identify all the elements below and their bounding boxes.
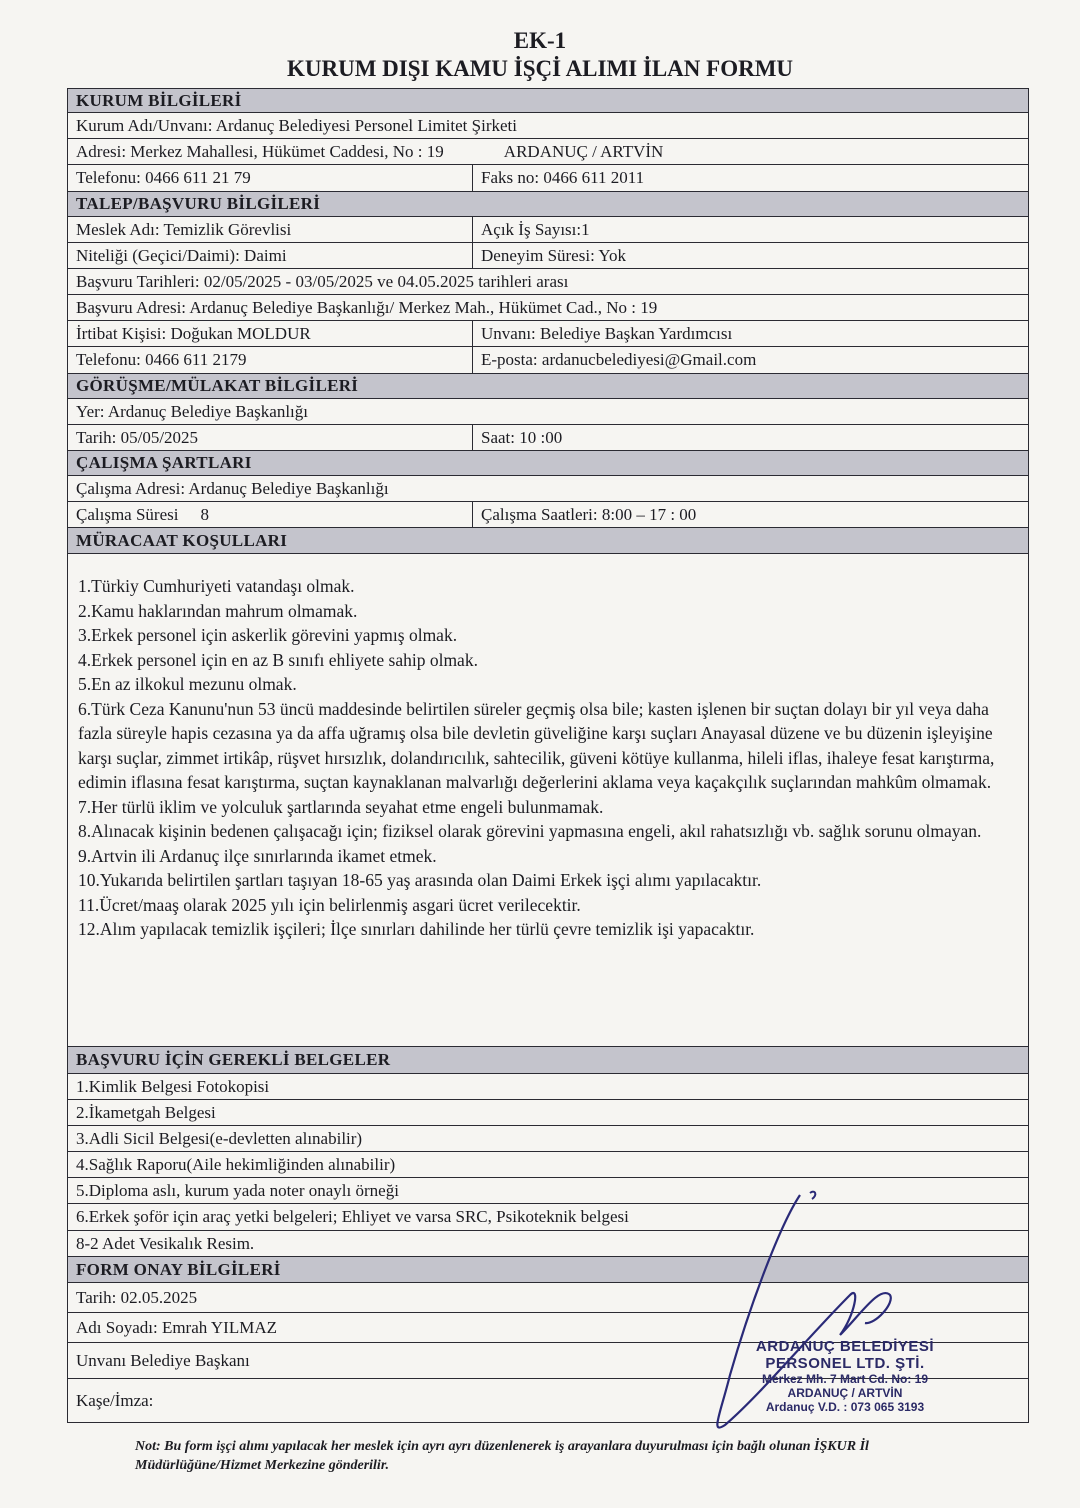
section-title: TALEP/BAŞVURU BİLGİLERİ	[76, 194, 321, 213]
condition-item: 4.Erkek personel için en az B sınıfı ehliyete sahip olmak.	[78, 649, 478, 670]
kurum-fax: Faks no: 0466 611 2011	[481, 168, 645, 187]
gorusme-saat: Saat: 10 :00	[481, 427, 563, 447]
acik-is: Açık İş Sayısı:1	[481, 219, 590, 239]
row-gorusme-yer	[67, 399, 1029, 425]
row-belge	[67, 1126, 1029, 1152]
kurum-phone: Telefonu: 0466 611 21 79	[68, 165, 473, 191]
belge-item: 6.Erkek şoför için araç yetki belgeleri; Ehliyet ve varsa SRC, Psikoteknik belgesi	[76, 1207, 629, 1226]
row-basvuru-adres	[67, 295, 1029, 321]
section-title: KURUM BİLGİLERİ	[76, 90, 242, 110]
condition-item: 1.Türkiy Cumhuriyeti vatandaşı olmak.	[78, 576, 355, 596]
condition-item: 11.Ücret/maaş olarak 2025 yılı için belirlenmiş asgari ücret verilecektir.	[78, 894, 581, 915]
onay-unvan: Unvanı Belediye Başkanı	[76, 1350, 250, 1370]
gorusme-tarih: Tarih: 05/05/2025	[68, 425, 473, 450]
document-code: EK-1	[513, 28, 567, 53]
onay-kase: Kaşe/İmza:	[76, 1390, 154, 1410]
row-calisma-adres	[67, 476, 1029, 502]
section-title: MÜRACAAT KOŞULLARI	[76, 530, 288, 550]
kurum-city: ARDANUÇ / ARTVİN	[503, 141, 664, 161]
condition-item: 10.Yukarıda belirtilen şartları taşıyan 18-65 yaş arasında olan Daimi Erkek işçi alımı yapılacaktır.	[78, 870, 762, 890]
kurum-address-cell	[68, 139, 1028, 164]
row-tarihler	[67, 269, 1029, 295]
belge-item: 2.İkametgah Belgesi	[76, 1102, 216, 1122]
belge-item: 4.Sağlık Raporu(Aile hekimliğinden alınabilir)	[76, 1154, 396, 1174]
section-title: GÖRÜŞME/MÜLAKAT BİLGİLERİ	[76, 376, 359, 395]
row-belge	[67, 1100, 1029, 1126]
belge-item: 8-2 Adet Vesikalık Resim.	[76, 1233, 255, 1253]
irtibat-telefon: Telefonu: 0466 611 2179	[68, 347, 473, 373]
calisma-saatleri: Çalışma Saatleri: 8:00 – 17 : 00	[481, 504, 697, 524]
document-title: KURUM DIŞI KAMU İŞÇİ ALIMI İLAN FORMU	[286, 56, 794, 81]
row-iletisim	[67, 347, 1029, 374]
row-meslek	[67, 217, 1029, 243]
condition-item: 3.Erkek personel için askerlik görevini yapmış olmak.	[78, 625, 458, 645]
irtibat-kisi: İrtibat Kişisi: Doğukan MOLDUR	[68, 321, 473, 346]
section-title: FORM ONAY BİLGİLERİ	[76, 1259, 281, 1279]
row-kurum-address	[67, 139, 1029, 165]
section-header-gorusme	[67, 374, 1029, 399]
condition-item: 12.Alım yapılacak temizlik işçileri; İlçe sınırları dahilinde her türlü çevre temizlik işi yapacaktır.	[78, 919, 755, 939]
condition-item: 5.En az ilkokul mezunu olmak.	[78, 674, 297, 694]
condition-item: 8.Alınacak kişinin bedenen çalışacağı için; fiziksel olarak görevini yapmasına engeli, akıl rahatsızlığı vb. sağlık sorunu olmayan.	[78, 821, 982, 841]
conditions-list	[67, 554, 1029, 1047]
nitelik: Niteliği (Geçici/Daimi): Daimi	[68, 243, 473, 268]
row-nitelik	[67, 243, 1029, 269]
condition-item: 6.Türk Ceza Kanunu'nun 53 üncü maddesinde belirtilen süreler geçmiş olsa bile; kasten işlenen bir suçtan dolayı bir yıl veya daha fazla süreyle hapis cezasına ya da affa uğramış olsa bile devletin güveliğine karşı suçları Anayasal düzene ve bu düzenin işleyişine karşı suçlar, zimmet irtikâp, rüşvet hırsızlık, dolandırıcılık, sahtecilik, güveni kötüye kullanma, hileli iflas, ihaleye fesat karıştırma, edimin iflasına fesat karıştırma, suçtan kaynaklanan malvarlığı değerlerini aklama veya kaçakçılık suçlarından mahkûm olmamak.	[78, 698, 995, 792]
meslek: Meslek Adı: Temizlik Görevlisi	[68, 217, 473, 242]
calisma-sure-cell	[68, 502, 473, 527]
calisma-sure-value: 8	[200, 504, 209, 524]
row-kurum-name	[67, 113, 1029, 139]
company-stamp	[720, 1338, 970, 1414]
irtibat-eposta[interactable]: E-posta: ardanucbelediyesi@Gmail.com	[481, 350, 757, 369]
kurum-name: Kurum Adı/Unvanı: Ardanuç Belediyesi Personel Limitet Şirketi	[76, 115, 517, 135]
note-text: Bu form işçi alımı yapılacak her meslek için ayrı ayrı düzenlenerek iş arayanlara duyurulması için bağlı olunan İŞKUR İl Müdürlüğüne/Hizmet Merkezine gönderilir.	[135, 1439, 869, 1473]
condition-item: 2.Kamu haklarından mahrum olmamak.	[78, 600, 358, 621]
condition-item: 7.Her türlü iklim ve yolculuk şartlarında seyahat etme engeli bulunmamak.	[78, 796, 604, 817]
stamp-line: ARDANUÇ / ARTVİN	[787, 1386, 903, 1400]
deneyim: Deneyim Süresi: Yok	[481, 245, 626, 265]
section-header-muracaat	[67, 528, 1029, 554]
section-title: ÇALIŞMA ŞARTLARI	[76, 453, 252, 472]
section-title: BAŞVURU İÇİN GEREKLİ BELGELER	[76, 1050, 391, 1069]
belge-item: 1.Kimlik Belgesi Fotokopisi	[76, 1076, 270, 1096]
signature-stroke	[810, 1192, 815, 1199]
section-header-talep	[67, 192, 1029, 217]
condition-item: 9.Artvin ili Ardanuç ilçe sınırlarında ikamet etmek.	[78, 845, 437, 866]
note-label: Not:	[135, 1439, 161, 1454]
stamp-line: Merkez Mh. 7 Mart Cd. No: 19	[761, 1372, 929, 1386]
belge-item: 3.Adli Sicil Belgesi(e-devletten alınabilir)	[76, 1128, 363, 1148]
belge-item: 5.Diploma aslı, kurum yada noter onaylı örneği	[76, 1180, 399, 1200]
section-header-kurum	[67, 88, 1029, 113]
row-belge	[67, 1074, 1029, 1100]
stamp-line: PERSONEL LTD. ŞTİ.	[765, 1355, 925, 1372]
stamp-line: Ardanuç V.D. : 073 065 3193	[765, 1400, 925, 1414]
section-header-calisma	[67, 451, 1029, 476]
section-header-belgeler	[67, 1047, 1029, 1074]
kurum-address: Adresi: Merkez Mahallesi, Hükümet Caddesi, No : 19	[76, 141, 444, 161]
row-belge	[67, 1152, 1029, 1178]
row-calisma-sure	[67, 502, 1029, 528]
basvuru-tarihleri: Başvuru Tarihleri: 02/05/2025 - 03/05/2025 ve 04.05.2025 tarihleri arası	[76, 271, 569, 291]
basvuru-adres: Başvuru Adresi: Ardanuç Belediye Başkanlığı/ Merkez Mah., Hükümet Cad., No : 19	[76, 297, 658, 317]
irtibat-unvan: Unvanı: Belediye Başkan Yardımcısı	[481, 323, 733, 343]
gorusme-yer: Yer: Ardanuç Belediye Başkanlığı	[76, 401, 308, 421]
footer-note	[135, 1437, 995, 1475]
row-irtibat	[67, 321, 1029, 347]
calisma-sure-label: Çalışma Süresi	[76, 504, 179, 524]
row-kurum-phone	[67, 165, 1029, 192]
stamp-line: ARDANUÇ BELEDİYESİ	[755, 1338, 935, 1355]
calisma-adres: Çalışma Adresi: Ardanuç Belediye Başkanlığı	[76, 478, 389, 498]
onay-adsoyad: Adı Soyadı: Emrah YILMAZ	[76, 1317, 277, 1337]
onay-tarih: Tarih: 02.05.2025	[76, 1287, 198, 1307]
row-gorusme-tarih	[67, 425, 1029, 451]
